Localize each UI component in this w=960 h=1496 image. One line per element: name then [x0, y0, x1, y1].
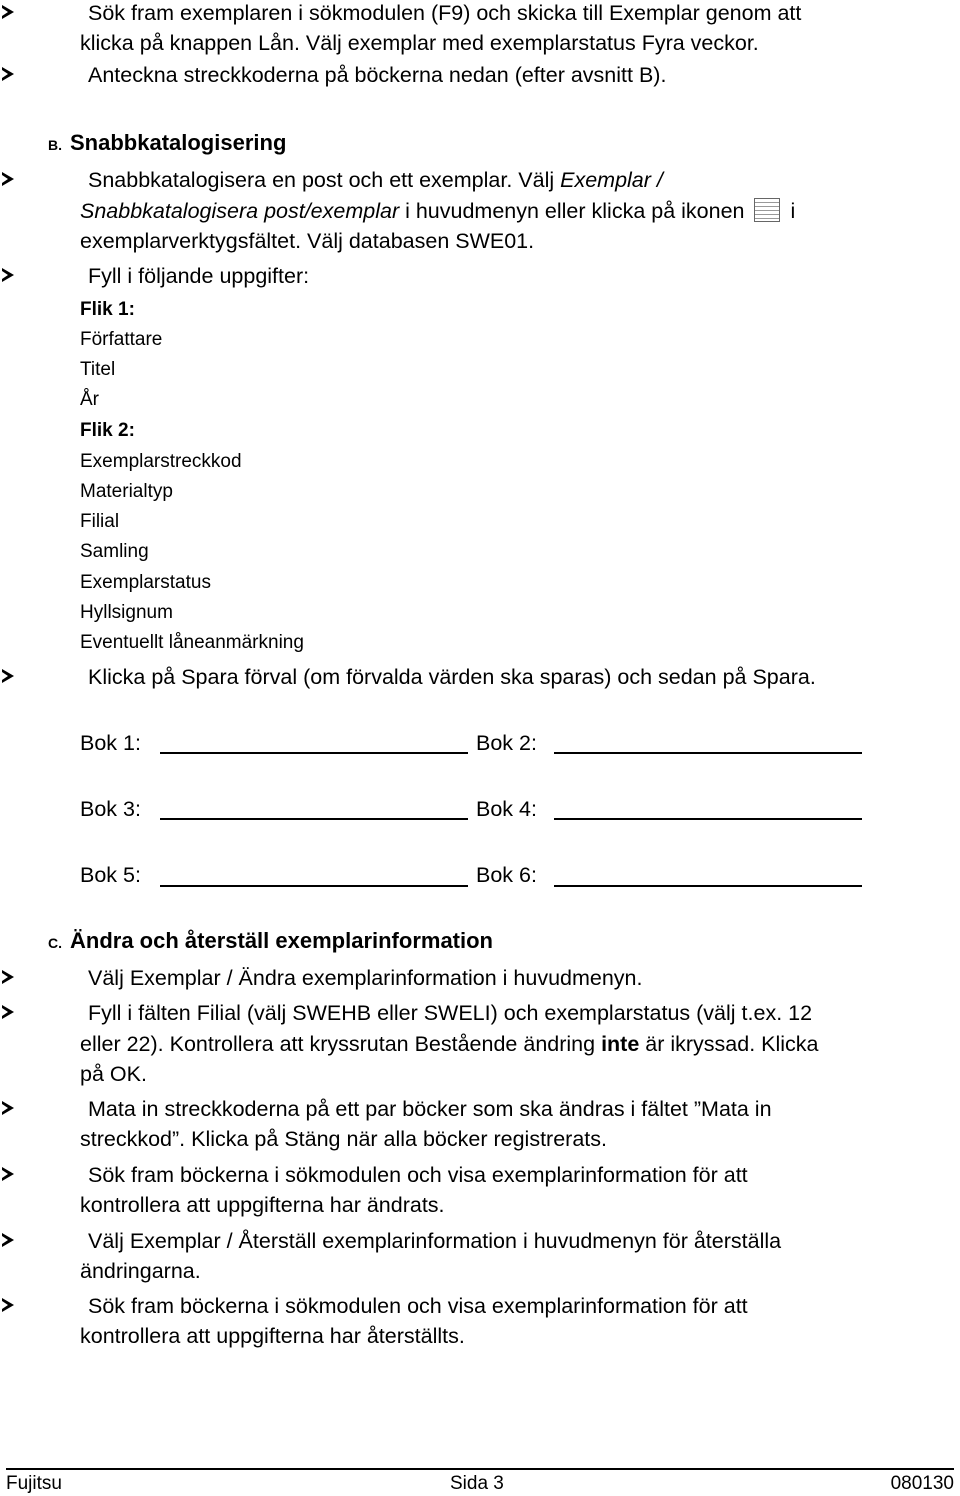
- footer-left: Fujitsu: [6, 1473, 62, 1494]
- bullet-text: Klicka på Spara förval (om förvalda värden ska sparas) och sedan på Spara.: [88, 665, 816, 689]
- field-name: Författare: [80, 329, 163, 350]
- book-label: Bok 5:: [80, 863, 141, 887]
- bullet-text: ändringarna.: [80, 1259, 201, 1283]
- book-label: Bok 6:: [476, 863, 537, 887]
- bullet-text: Välj Exemplar / Återställ exemplarinformation i huvudmenyn för återställa: [88, 1229, 782, 1253]
- section-letter: C.: [48, 935, 62, 951]
- bullet-marker: [2, 268, 14, 282]
- bullet-text: Sök fram exemplaren i sökmodulen (F9) och skicka till Exemplar genom att: [88, 1, 802, 25]
- emphasis: inte: [601, 1032, 640, 1056]
- field-name: Eventuellt låneanmärkning: [80, 632, 304, 653]
- bullet-text: Välj Exemplar / Ändra exemplarinformation i huvudmenyn.: [88, 966, 643, 990]
- tab-label: Flik 1:: [80, 299, 135, 320]
- bullet-text: Fyll i fälten Filial (välj SWEHB eller SWELI) och exemplarstatus (välj t.ex. 12: [88, 1001, 813, 1025]
- menu-path: Snabbkatalogisera post/exemplar: [80, 199, 400, 223]
- bullet-marker: [2, 970, 14, 984]
- bullet-marker: [2, 1167, 14, 1181]
- footer-page-number: Sida 3: [450, 1473, 504, 1494]
- bullet-text: Mata in streckkoderna på ett par böcker som ska ändras i fältet ”Mata in: [88, 1097, 772, 1121]
- bullet-text: [80, 196, 795, 226]
- bullet-marker: [2, 1298, 14, 1312]
- book-label: Bok 1:: [80, 731, 141, 755]
- bullet-text: [88, 165, 663, 195]
- book-label: Bok 4:: [476, 797, 537, 821]
- book-label: Bok 3:: [80, 797, 141, 821]
- bullet-text: Fyll i följande uppgifter:: [88, 264, 310, 288]
- bullet-marker: [2, 1005, 14, 1019]
- bullet-text: Sök fram böckerna i sökmodulen och visa exemplarinformation för att: [88, 1163, 748, 1187]
- book-label: Bok 2:: [476, 731, 537, 755]
- section-title: Snabbkatalogisering: [70, 130, 287, 155]
- bullet-marker: [2, 1233, 14, 1247]
- text-run: i: [784, 199, 796, 223]
- bullet-text: Sök fram böckerna i sökmodulen och visa exemplarinformation för att: [88, 1294, 748, 1318]
- barcode-blank[interactable]: [554, 818, 862, 820]
- field-name: Exemplarstatus: [80, 572, 211, 593]
- field-name: Exemplarstreckkod: [80, 451, 242, 472]
- text-run: Snabbkatalogisera en post och ett exemplar. Välj: [88, 168, 561, 192]
- bullet-marker: [2, 669, 14, 683]
- barcode-blank[interactable]: [160, 885, 468, 887]
- bullet-text: streckkod”. Klicka på Stäng när alla böcker registrerats.: [80, 1127, 607, 1151]
- footer-divider: [6, 1468, 954, 1470]
- bullet-text: kontrollera att uppgifterna har ändrats.: [80, 1193, 445, 1217]
- section-letter: B.: [48, 137, 62, 153]
- text-run: eller 22). Kontrollera att kryssrutan Bestående ändring: [80, 1032, 602, 1056]
- section-c-heading: [48, 926, 493, 958]
- field-name: År: [80, 389, 99, 410]
- bullet-marker: [2, 1101, 14, 1115]
- field-name: Hyllsignum: [80, 602, 173, 623]
- text-run: är ikryssad. Klicka: [639, 1032, 819, 1056]
- bullet-text: [80, 1029, 819, 1059]
- section-b-heading: [48, 128, 286, 160]
- bullet-text: Anteckna streckkoderna på böckerna nedan (efter avsnitt B).: [88, 63, 667, 87]
- menu-path: Exemplar /: [560, 168, 663, 192]
- bullet-text: kontrollera att uppgifterna har återställts.: [80, 1324, 465, 1348]
- bullet-marker: [2, 67, 14, 81]
- footer-date: 080130: [890, 1473, 954, 1494]
- bullet-marker: [2, 172, 14, 186]
- text-run: i huvudmenyn eller klicka på ikonen: [399, 199, 751, 223]
- field-name: Titel: [80, 359, 116, 380]
- field-name: Materialtyp: [80, 481, 173, 502]
- field-name: Samling: [80, 541, 149, 562]
- section-title: Ändra och återställ exemplarinformation: [70, 928, 493, 953]
- bullet-text: på OK.: [80, 1062, 147, 1086]
- barcode-blank[interactable]: [160, 818, 468, 820]
- bullet-marker: [2, 5, 14, 19]
- bullet-text: exemplarverktygsfältet. Välj databasen SWE01.: [80, 229, 535, 253]
- bullet-text: klicka på knappen Lån. Välj exemplar med exemplarstatus Fyra veckor.: [80, 31, 759, 55]
- tab-label: Flik 2:: [80, 420, 135, 441]
- barcode-blank[interactable]: [160, 752, 468, 754]
- barcode-blank[interactable]: [554, 885, 862, 887]
- quick-catalog-icon: [754, 198, 780, 222]
- barcode-blank[interactable]: [554, 752, 862, 754]
- field-name: Filial: [80, 511, 120, 532]
